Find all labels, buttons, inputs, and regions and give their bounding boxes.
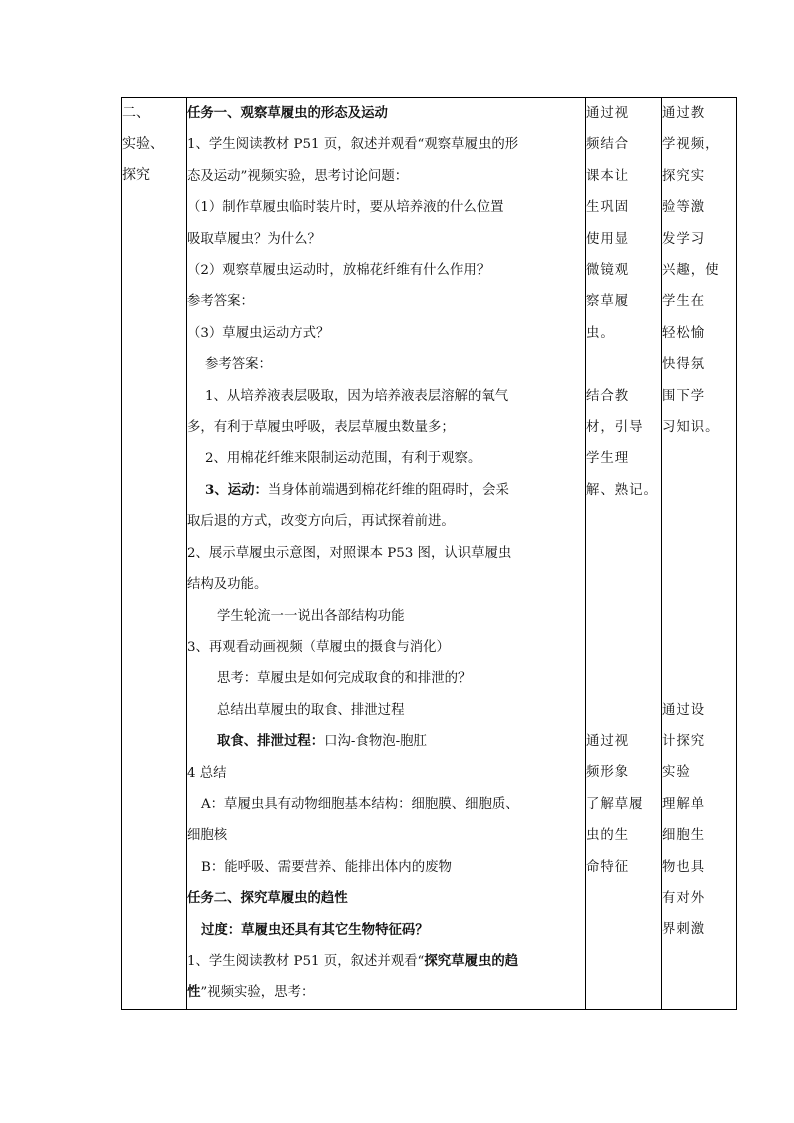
feeding-process bbox=[187, 726, 585, 757]
text-line: 课本让 bbox=[586, 168, 630, 184]
step-3: 3、再观看动画视频（草履虫的摄食与消化） bbox=[187, 639, 450, 655]
text-line: 态及运动”视频实验，思考讨论问题： bbox=[187, 168, 409, 184]
spacer bbox=[586, 695, 661, 726]
text-line: 学生理 bbox=[586, 451, 630, 467]
answer-1: 1、从培养液表层吸取，因为培养液表层溶解的氧气 bbox=[205, 388, 509, 404]
spacer bbox=[586, 538, 661, 569]
text-line: 通过视 bbox=[586, 106, 630, 121]
text-line: 发学习 bbox=[662, 231, 706, 247]
task1-title: 任务一、观察草履虫的形态及运动 bbox=[187, 105, 388, 121]
spacer bbox=[662, 506, 736, 537]
text-line: 通过教 bbox=[662, 106, 706, 121]
text-line: 学视频， bbox=[662, 137, 720, 153]
text-span: ”视频实验，思考： bbox=[200, 985, 315, 1001]
table-row bbox=[122, 98, 737, 1010]
summary-b: B：能呼吸、需要营养、能排出体内的废物 bbox=[201, 859, 452, 875]
section-title-part1: 实验、 bbox=[122, 136, 164, 152]
text-line: 兴趣，使 bbox=[662, 263, 720, 279]
bold-span: 性 bbox=[187, 984, 201, 1001]
text-line: 生巩固 bbox=[586, 200, 630, 216]
text-line: 细胞核 bbox=[187, 828, 228, 844]
section-label-cell bbox=[122, 98, 187, 1010]
question-2: （2）观察草履虫运动时，放棉花纤维有什么作用？ bbox=[187, 263, 491, 279]
text-line: 总结出草履虫的取食、排泄过程 bbox=[217, 702, 405, 718]
movement-label: 3、运动： bbox=[205, 481, 268, 498]
text-line: 材，引导 bbox=[586, 420, 644, 436]
spacer bbox=[586, 569, 661, 600]
text-line: 轻松愉 bbox=[662, 325, 706, 341]
question-1: （1）制作草履虫临时装片时，要从培养液的什么位置 bbox=[187, 200, 504, 216]
task2-title: 任务二、探究草履虫的趋性 bbox=[187, 890, 348, 907]
movement-text: 当身体前端遇到棉花纤维的阻碍时，会采 bbox=[267, 482, 509, 498]
spacer bbox=[662, 538, 736, 569]
spacer bbox=[586, 349, 661, 380]
text-line: 计探究 bbox=[662, 734, 706, 749]
text-line: 吸取草履虫？为什么？ bbox=[187, 231, 321, 247]
answer-3 bbox=[187, 475, 585, 506]
text-line: 快得氛 bbox=[662, 357, 706, 373]
text-line: 使用显 bbox=[586, 231, 630, 247]
text-line: 通过视 bbox=[586, 734, 630, 749]
text-line: 了解草履 bbox=[586, 796, 644, 812]
spacer bbox=[586, 506, 661, 537]
section-title-part2: 探究 bbox=[122, 167, 150, 183]
task2-step-1 bbox=[187, 946, 585, 977]
text-line: 结合教 bbox=[586, 388, 630, 404]
teacher-activity-cell bbox=[586, 98, 662, 1010]
text-line: 习知识。 bbox=[662, 420, 720, 436]
spacer bbox=[662, 475, 736, 506]
text-line: 学生在 bbox=[662, 294, 706, 310]
text-line: 实验 bbox=[662, 765, 691, 781]
text-line: 细胞生 bbox=[662, 828, 706, 844]
spacer bbox=[662, 663, 736, 694]
text-line: 结构及功能。 bbox=[187, 577, 268, 593]
question-3: （3）草履虫运动方式？ bbox=[187, 325, 330, 341]
text-line: 1、学生阅读教材 P51 页，叙述并观看“观察草履虫的形 bbox=[187, 137, 519, 153]
text-line: 察草履 bbox=[586, 294, 630, 310]
text-line: 频形象 bbox=[586, 765, 630, 781]
text-line: 理解单 bbox=[662, 796, 706, 812]
text-line: 物也具 bbox=[662, 859, 706, 875]
spacer bbox=[662, 443, 736, 474]
spacer bbox=[662, 600, 736, 631]
spacer bbox=[662, 632, 736, 663]
summary-a: A：草履虫具有动物细胞基本结构：细胞膜、细胞质、 bbox=[201, 796, 519, 812]
text-line: 界刺激 bbox=[662, 922, 706, 938]
spacer bbox=[586, 632, 661, 663]
transition-text: 过度：草履虫还具有其它生物特征码？ bbox=[201, 921, 429, 938]
text-line: 取后退的方式，改变方向后，再试探着前进。 bbox=[187, 514, 455, 530]
lesson-plan-table bbox=[121, 97, 737, 1010]
text-line: 微镜观 bbox=[586, 263, 630, 279]
text-line bbox=[187, 977, 585, 1008]
reference-answer-label: 参考答案： bbox=[205, 357, 272, 373]
process-text: 口沟-食物泡-胞肛 bbox=[324, 734, 427, 750]
reference-answer-label: 参考答案： bbox=[187, 294, 254, 310]
text-line: 学生轮流一一说出各部结构功能 bbox=[217, 608, 405, 624]
text-line: 频结合 bbox=[586, 137, 630, 153]
text-line: 通过设 bbox=[662, 702, 706, 718]
process-label: 取食、排泄过程： bbox=[217, 733, 325, 750]
think-prompt: 思考：草履虫是如何完成取食的和排泄的？ bbox=[217, 671, 472, 687]
text-line: 命特征 bbox=[586, 859, 630, 875]
answer-2: 2、用棉花纤维来限制运动范围，有利于观察。 bbox=[205, 451, 482, 467]
text-line: 多，有利于草履虫呼吸，表层草履虫数量多； bbox=[187, 420, 455, 436]
bold-span: 探究草履虫的趋 bbox=[424, 952, 519, 969]
spacer bbox=[662, 569, 736, 600]
text-line: 虫的生 bbox=[586, 828, 630, 844]
text-line: 探究实 bbox=[662, 168, 706, 184]
step-2: 2、展示草履虫示意图，对照课本 P53 图，认识草履虫 bbox=[187, 545, 512, 561]
design-intent-cell bbox=[662, 98, 737, 1010]
teaching-content-cell bbox=[187, 98, 586, 1010]
text-line: 围下学 bbox=[662, 388, 706, 404]
text-span: 1、学生阅读教材 P51 页，叙述并观看“ bbox=[187, 953, 425, 969]
text-line: 解、熟记。 bbox=[586, 482, 658, 498]
spacer bbox=[586, 663, 661, 694]
section-number: 二、 bbox=[122, 105, 150, 121]
step-4: 4 总结 bbox=[187, 765, 227, 781]
text-line: 验等激 bbox=[662, 200, 706, 216]
text-line: 虫。 bbox=[586, 325, 615, 341]
text-line: 有对外 bbox=[662, 891, 706, 907]
spacer bbox=[586, 600, 661, 631]
